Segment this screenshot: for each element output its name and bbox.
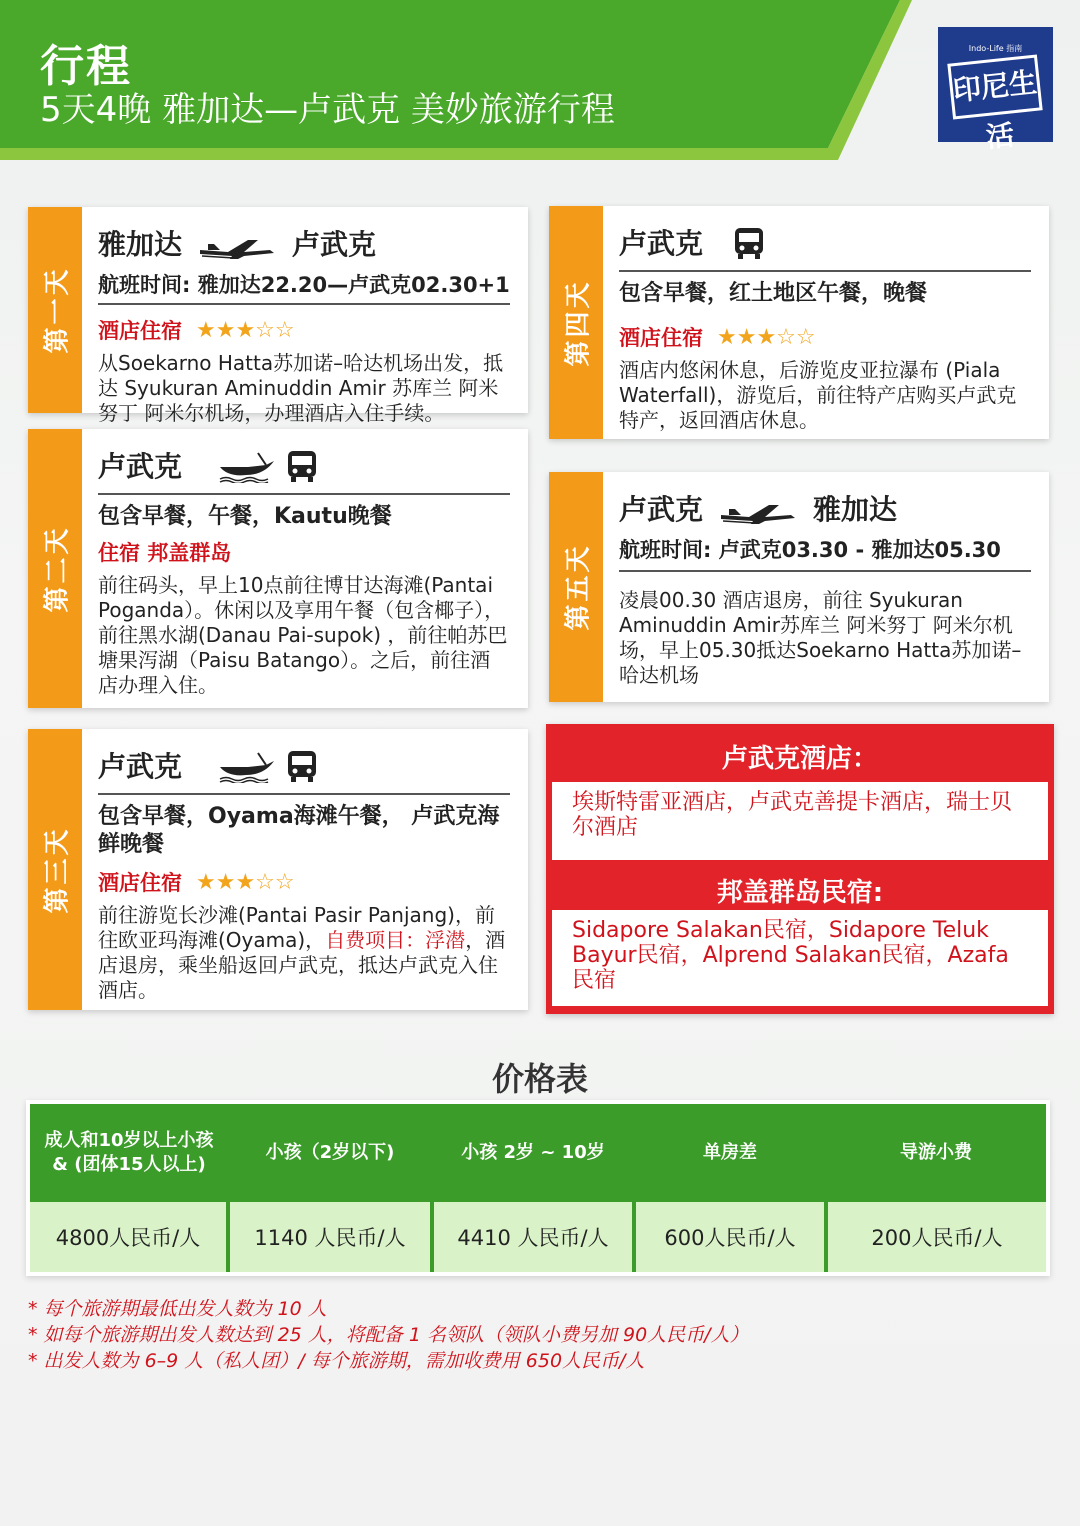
route-to: 卢武克 (292, 228, 377, 261)
route-from: 卢武克 (619, 227, 704, 260)
page-subtitle: 5天4晚 雅加达—卢武克 美妙旅游行程 (40, 90, 615, 130)
route (619, 216, 1031, 268)
price-table-title: 价格表 (491, 1060, 588, 1098)
header-green-band (0, 0, 1080, 160)
price-cell: 4410 人民币/人 (434, 1202, 636, 1272)
route (98, 439, 510, 491)
route (98, 739, 510, 791)
day-description: 酒店内悠闲休息，后游览皮亚拉瀑布 (Piala Waterfall)，游览后，前往特产店购买卢武克特产，返回酒店休息。 (619, 358, 1017, 432)
price-table-row (30, 1202, 1046, 1272)
hotel-row (98, 315, 510, 345)
day-tab-label: 第三天 (42, 825, 73, 914)
day-description (98, 903, 510, 1003)
meals: 包含早餐，红土地区午餐，晚餐 (619, 281, 928, 306)
hotel-label: 住宿 邦盖群岛 (98, 541, 232, 565)
note-line: * 每个旅游期最低出发人数为 10 人 (28, 1298, 327, 1320)
star-rating: ★★★☆☆ (717, 324, 816, 350)
day-card-2 (28, 429, 528, 708)
hotel-label: 酒店住宿 (98, 871, 182, 895)
header-banner (0, 0, 1080, 160)
day-card-3 (28, 729, 528, 1010)
hotel-label: 酒店住宿 (619, 326, 703, 350)
price-table (26, 1100, 1050, 1276)
divider (619, 570, 1031, 572)
meals: 包含早餐，午餐，Kautu晚餐 (98, 504, 392, 529)
hotels-panel (546, 724, 1054, 1014)
flight-time: 航班时间: 雅加达22.20—卢武克02.30+1 (98, 273, 510, 297)
day-tab-label: 第二天 (42, 524, 73, 613)
hotel-label: 酒店住宿 (98, 319, 182, 343)
column-header: 成人和10岁以上小孩 & (团体15人以上) (44, 1130, 214, 1175)
route (98, 217, 510, 269)
airplane-icon (719, 492, 797, 525)
day-tab (28, 429, 82, 708)
price-cell: 200人民币/人 (828, 1202, 1046, 1272)
day-card-4 (549, 206, 1049, 439)
hotel-row (98, 537, 510, 567)
bus-icon (286, 748, 318, 783)
route (619, 482, 1031, 534)
page-title: 行程 (40, 41, 132, 92)
day-card-1 (28, 207, 528, 425)
route-to: 雅加达 (813, 493, 898, 526)
day-description: 凌晨00.30 酒店退房，前往 Syukuran Aminuddin Amir苏库兰 阿米努丁 阿米尔机场，早上05.30抵达Soekarno Hatta苏加诺–哈达机场 (619, 588, 1022, 687)
price-table-header (30, 1104, 1046, 1202)
luwuk-hotels-title: 卢武克酒店： (721, 744, 878, 774)
luwuk-hotels-list: 埃斯特雷亚酒店，卢武克善提卡酒店，瑞士贝尔酒店 (552, 782, 1048, 860)
day-card-5 (549, 472, 1049, 702)
hotel-row (98, 867, 510, 897)
column-header: 单房差 (703, 1142, 757, 1163)
day-description: 前往码头，早上10点前往博甘达海滩(Pantai Poganda）。休闲以及享用午餐（包含椰子），前往黑水湖(Danau Pai-supok) ，前往帕苏巴塘果泻湖（Paisu Batango）。之后，前往酒店办理入住。 (98, 573, 508, 697)
star-rating: ★★★☆☆ (196, 869, 295, 895)
divider (619, 270, 1031, 272)
day-tab (549, 206, 603, 439)
divider (98, 303, 510, 305)
day-tab (549, 472, 603, 702)
price-cell: 600人民币/人 (636, 1202, 828, 1272)
airplane-icon (198, 227, 276, 260)
note-line: * 出发人数为 6–9 人（私人团）/ 每个旅游期，需加收费用 650人民币/人 (28, 1350, 645, 1372)
day-tab-label: 第五天 (563, 543, 594, 631)
hotel-row (619, 322, 1031, 352)
day-tab (28, 729, 82, 1010)
banggai-homestays-title: 邦盖群岛民宿: (716, 878, 884, 908)
banggai-homestays-list: Sidapore Salakan民宿，Sidapore Teluk Bayur民宿，Alprend Salakan民宿，Azafa民宿 (552, 910, 1048, 1006)
route-from: 卢武克 (98, 750, 183, 783)
route-from: 卢武克 (619, 493, 704, 526)
column-header: 导游小费 (900, 1142, 972, 1163)
day-tab-label: 第四天 (563, 278, 594, 367)
bus-icon (286, 448, 318, 483)
star-rating: ★★★☆☆ (196, 317, 295, 343)
logo-small-text: Indo-Life 指南 (968, 44, 1023, 53)
boat-icon (218, 448, 276, 483)
desc-text: 前往游览长沙滩(Pantai Pasir Panjang)，前往欧亚玛海滩(Oyama)， (98, 903, 495, 952)
meals: 包含早餐，Oyama海滩午餐， 卢武克海鲜晚餐 (98, 804, 500, 857)
optional-activity-note: 自费项目：浮潜 (325, 928, 466, 952)
note-line: * 如每个旅游期出发人数达到 25 人，将配备 1 名领队（领队小费另加 90人民币/人） (28, 1324, 749, 1346)
route-from: 卢武克 (98, 450, 183, 483)
route-from: 雅加达 (98, 228, 183, 261)
day-tab (28, 207, 82, 413)
flight-time: 航班时间: 卢武克03.30 - 雅加达05.30 (619, 538, 1001, 562)
boat-icon (218, 748, 276, 783)
divider (98, 793, 510, 795)
day-tab-label: 第一天 (42, 266, 73, 354)
brand-logo (938, 27, 1053, 155)
column-header: 小孩 2岁 ~ 10岁 (461, 1142, 605, 1163)
price-cell: 1140 人民币/人 (230, 1202, 434, 1272)
notes (28, 1296, 749, 1374)
logo-main-text: 印尼生活 (947, 54, 1042, 119)
divider (98, 493, 510, 495)
column-header: 小孩（2岁以下) (265, 1142, 395, 1163)
desc-text: ，酒店退房，乘坐船返回卢武克，抵达卢武克入住酒店。 (98, 928, 506, 1002)
bus-icon (733, 225, 765, 260)
price-cell: 4800人民币/人 (30, 1202, 230, 1272)
day-description: 从Soekarno Hatta苏加诺–哈达机场出发，抵达 Syukuran Aminuddin Amir 苏库兰 阿米努丁 阿米尔机场，办理酒店入住手续。 (98, 351, 504, 425)
